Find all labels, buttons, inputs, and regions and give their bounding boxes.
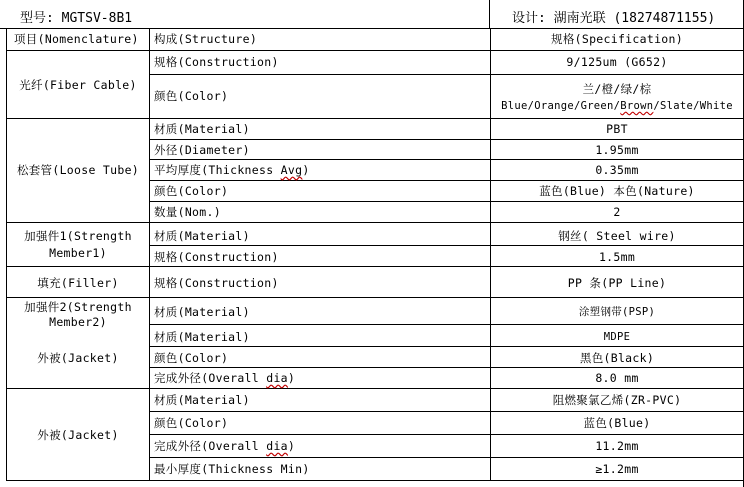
jacket2-overall-value: 11.2mm (595, 439, 639, 453)
loose-tube-color-label: 颜色(Color) (154, 184, 229, 198)
jacket1-overall-value: 8.0 mm (595, 371, 639, 385)
row-rule (6, 50, 744, 51)
column-header-structure: 构成(Structure) (154, 32, 258, 46)
row-rule (150, 159, 744, 160)
overall-label-part: ) (287, 371, 296, 385)
group-strength1-line2: Member1) (49, 246, 107, 260)
loose-tube-nom-value: 2 (613, 205, 621, 219)
header-design-cell (490, 0, 744, 29)
overall-label-dia: dia (266, 371, 288, 385)
strength1-material-value: 钢丝( Steel wire) (558, 229, 676, 243)
loose-tube-color-value: 蓝色(Blue) 本色(Nature) (539, 184, 695, 198)
strength1-material-label: 材质(Material) (154, 229, 250, 243)
fiber-color-value-cn: 兰/橙/绿/棕 (582, 82, 652, 96)
overall-label-part: ) (287, 439, 296, 453)
jacket2-material-label: 材质(Material) (154, 393, 250, 407)
column-rule (149, 29, 150, 481)
fiber-color-en-part: Blue/Orange/Green/ (501, 100, 621, 112)
group-filler: 填充(Filler) (37, 276, 119, 290)
column-header-spec: 规格(Specification) (551, 32, 683, 46)
row-rule (150, 74, 744, 75)
overall-label-part: 完成外径(Overall (154, 439, 267, 453)
jacket2-overall-label (154, 439, 295, 453)
filler-construction-label: 规格(Construction) (154, 276, 279, 290)
row-rule (150, 346, 744, 347)
row-rule (150, 411, 744, 412)
overall-label-dia: dia (266, 439, 288, 453)
jacket1-color-label: 颜色(Color) (154, 351, 229, 365)
row-rule (150, 367, 744, 368)
thickness-label-avg: Avg (280, 163, 303, 177)
loose-tube-diameter-label: 外径(Diameter) (154, 143, 250, 157)
group-jacket1: 外被(Jacket) (37, 351, 119, 365)
jacket2-minthick-value: ≥1.2mm (595, 462, 639, 476)
row-rule (150, 434, 744, 435)
row-rule (150, 201, 744, 202)
row-rule (150, 324, 744, 325)
row-rule (6, 266, 744, 267)
thickness-label-part: ) (302, 163, 310, 177)
row-rule (150, 245, 744, 246)
group-jacket2: 外被(Jacket) (37, 428, 119, 442)
jacket1-color-value: 黑色(Black) (579, 351, 655, 365)
strength2-material-value: 涂塑钢带(PSP) (578, 306, 656, 318)
row-rule (6, 297, 744, 298)
row-rule (6, 118, 744, 119)
fiber-color-en-brown: Brown (620, 100, 654, 112)
designer-info: 设计: 湖南光联 (18274871155) (512, 11, 716, 26)
fiber-construction-value: 9/125um (G652) (566, 55, 668, 69)
column-header-item: 项目(Nomenclature) (14, 32, 139, 46)
jacket1-material-label: 材质(Material) (154, 330, 250, 344)
loose-tube-material-label: 材质(Material) (154, 122, 250, 136)
jacket2-color-label: 颜色(Color) (154, 416, 229, 430)
row-rule (150, 180, 744, 181)
loose-tube-diameter-value: 1.95mm (595, 143, 639, 157)
loose-tube-thickness-label (154, 163, 310, 177)
jacket1-overall-label (154, 371, 295, 385)
strength1-construction-value: 1.5mm (598, 250, 636, 264)
group-strength2-line1: 加强件2(Strength (24, 300, 132, 314)
jacket2-color-value: 蓝色(Blue) (583, 416, 651, 430)
group-strength1-line1: 加强件1(Strength (24, 229, 132, 243)
header-model-cell (0, 0, 490, 29)
fiber-color-label: 颜色(Color) (154, 89, 229, 103)
row-rule (150, 139, 744, 140)
jacket2-minthick-label: 最小厚度(Thickness Min) (154, 462, 310, 476)
jacket1-material-value: MDPE (603, 331, 631, 343)
loose-tube-thickness-value: 0.35mm (595, 163, 639, 177)
overall-label-part: 完成外径(Overall (154, 371, 267, 385)
thickness-label-part: 平均厚度(Thickness (154, 163, 281, 177)
jacket2-material-value: 阻燃聚氯乙烯(ZR-PVC) (552, 393, 682, 407)
group-strength2-line2: Member2) (49, 315, 107, 329)
row-rule (150, 457, 744, 458)
model-number: 型号: MGTSV-8B1 (20, 11, 133, 26)
row-rule (6, 388, 744, 389)
fiber-color-value-en (491, 99, 743, 113)
row-rule (6, 480, 744, 481)
row-rule (6, 222, 744, 223)
fiber-construction-label: 规格(Construction) (154, 55, 279, 69)
strength1-construction-label: 规格(Construction) (154, 250, 279, 264)
loose-tube-nom-label: 数量(Nom.) (154, 205, 221, 219)
group-fiber: 光纤(Fiber Cable) (19, 78, 137, 92)
loose-tube-material-value: PBT (606, 122, 628, 136)
filler-construction-value: PP 条(PP Line) (567, 276, 667, 290)
strength2-material-label: 材质(Material) (154, 305, 250, 319)
fiber-color-en-part: /Slate/White (653, 100, 733, 112)
group-loose-tube: 松套管(Loose Tube) (16, 163, 140, 177)
